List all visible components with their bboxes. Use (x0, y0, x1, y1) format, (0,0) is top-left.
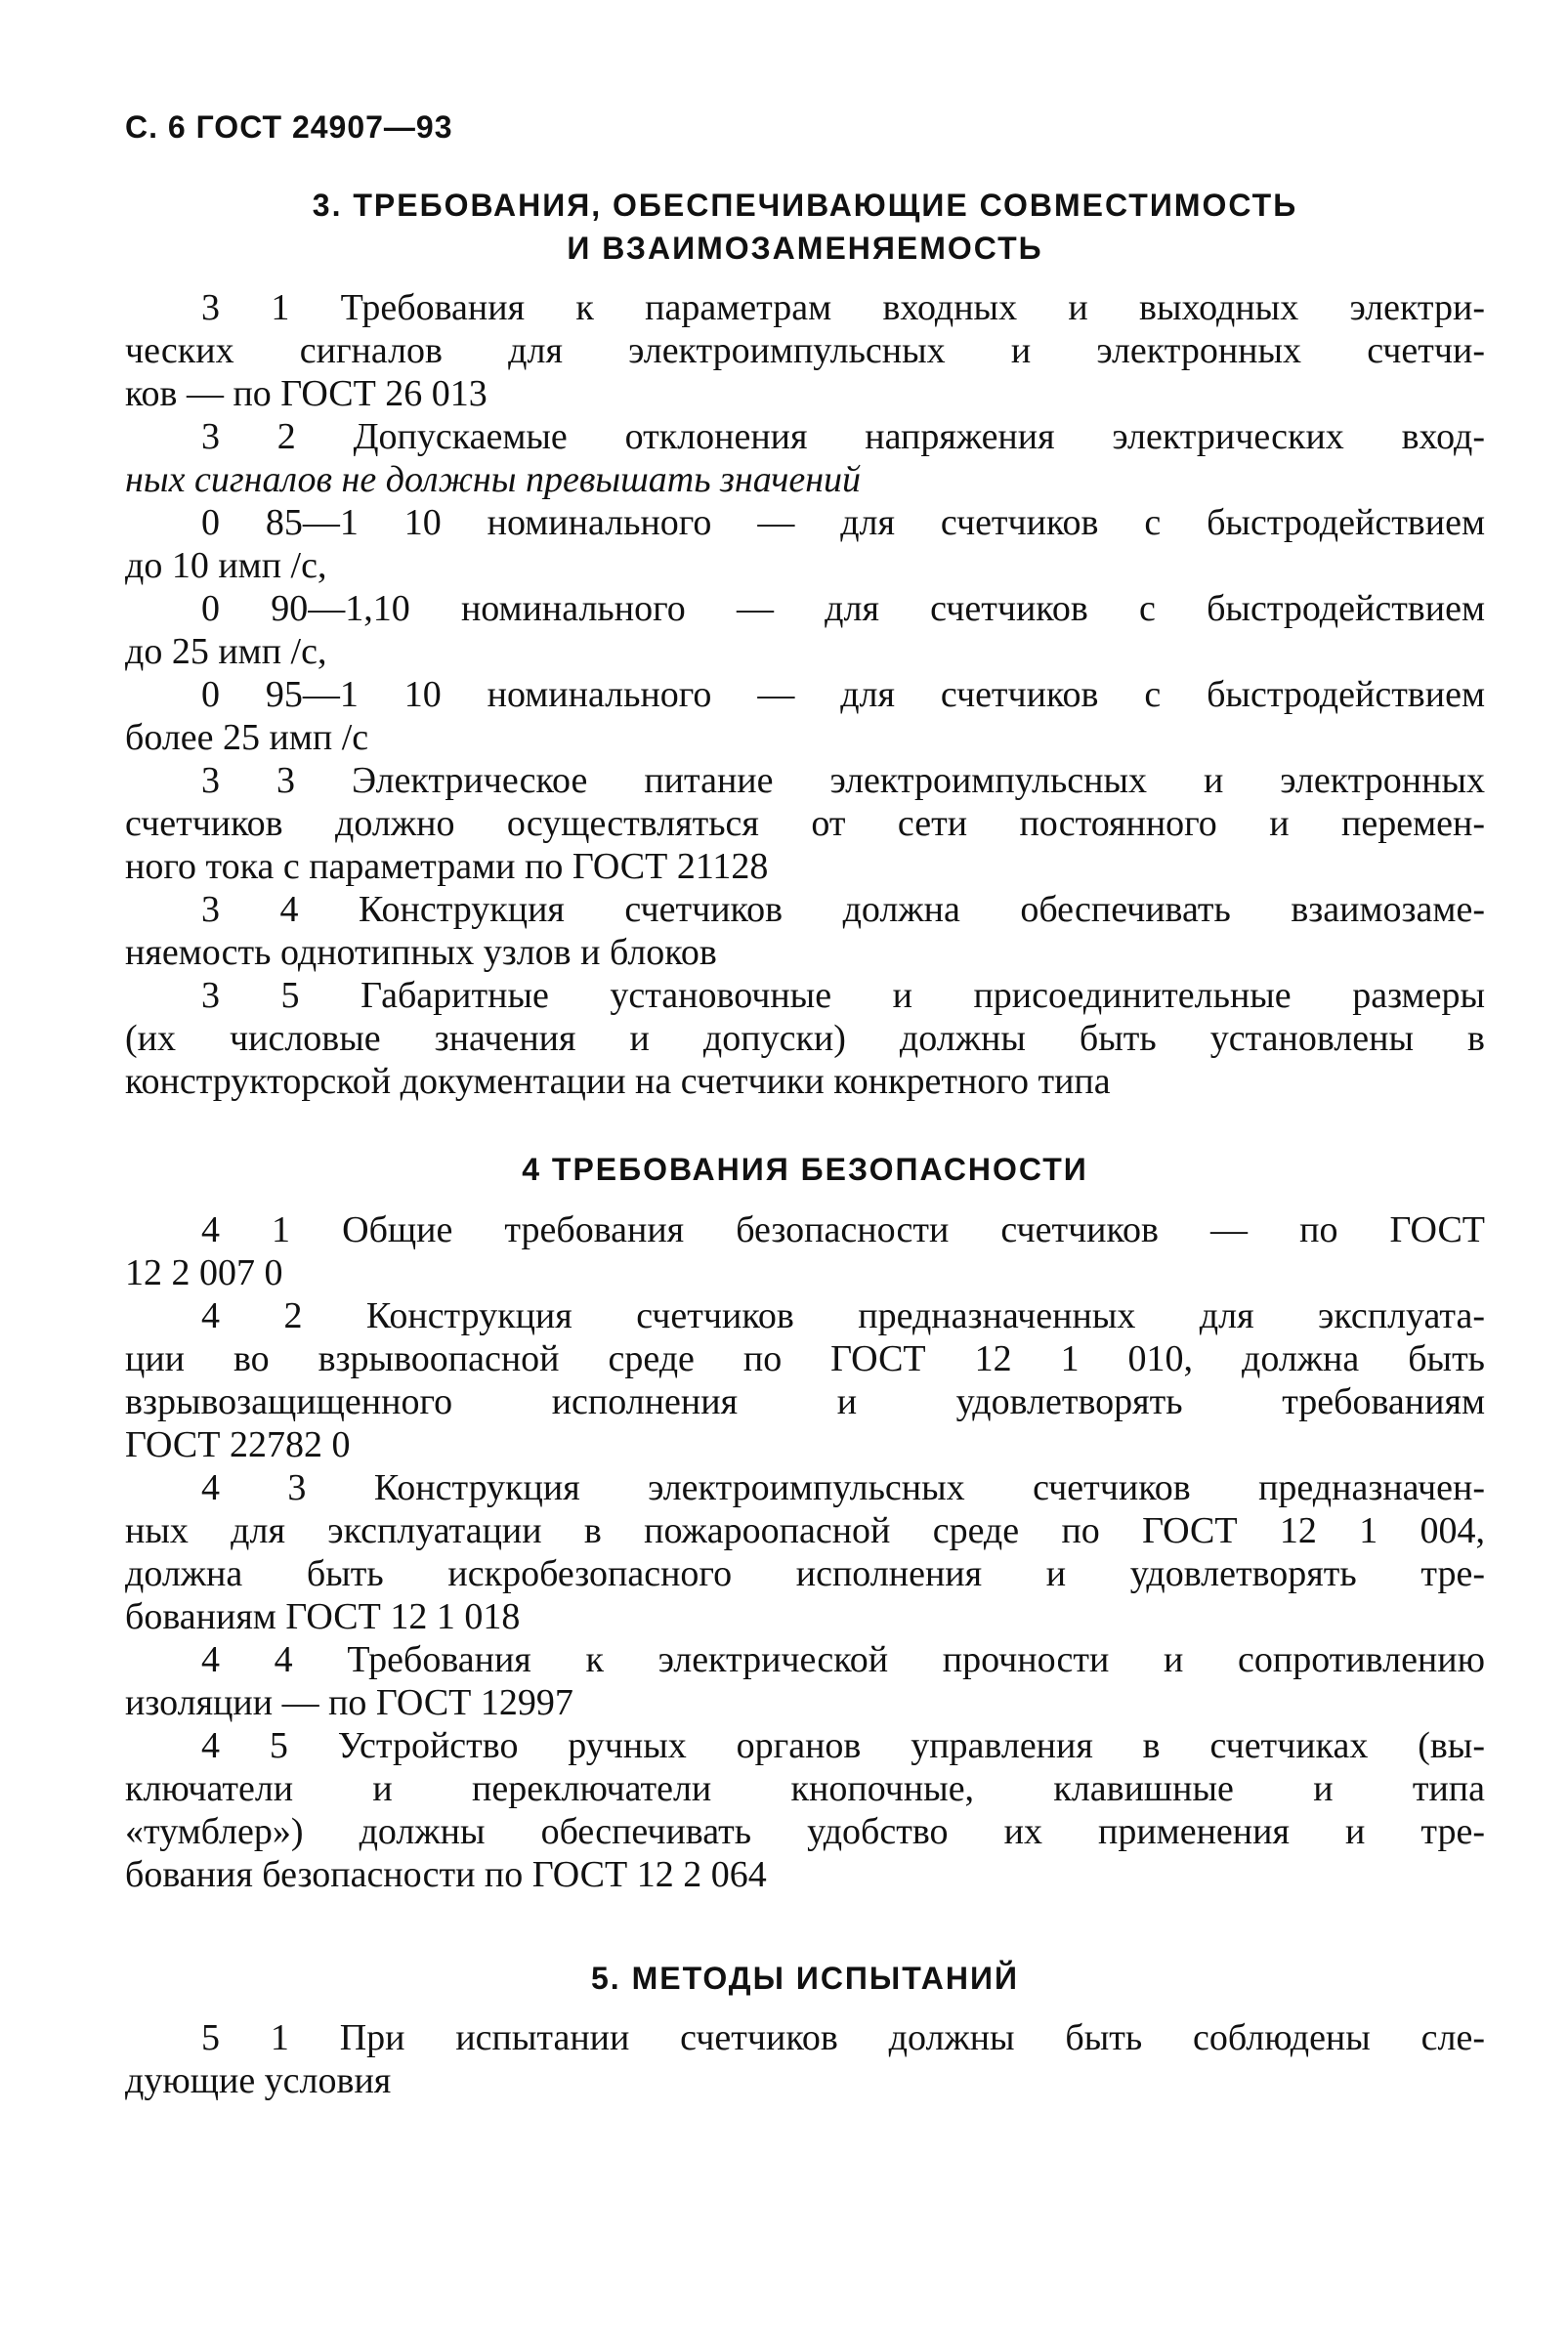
text-line: ключатели и переключатели кнопочные, клавишные и типа (125, 1768, 1485, 1809)
text-line: 4 3 Конструкция электроимпульсных счетчиков предназначен- (201, 1467, 1485, 1508)
text-line: 4 5 Устройство ручных органов управления в счетчиках (вы- (201, 1725, 1485, 1766)
section-3-title (125, 184, 1485, 270)
text-line: 3 2 Допускаемые отклонения напряжения электрических вход- (201, 416, 1485, 457)
text-line: (их числовые значения и допуски) должны быть установлены в (125, 1018, 1485, 1059)
text-line: 0 85—1 10 номинального — для счетчиков с быстродействием (201, 502, 1485, 543)
text-line: счетчиков должно осуществляться от сети постоянного и перемен- (125, 803, 1485, 844)
section-4-body (125, 1208, 1485, 1896)
section-title-line: И ВЗАИМОЗАМЕНЯЕМОСТЬ (567, 231, 1043, 266)
text-line: «тумблер») должны обеспечивать удобство их применения и тре- (125, 1811, 1485, 1852)
text-line: изоляции — по ГОСТ 12997 (125, 1682, 573, 1723)
text-line: бования безопасности по ГОСТ 12 2 064 (125, 1854, 767, 1895)
text-line: бованиям ГОСТ 12 1 018 (125, 1596, 521, 1637)
section-5-body (125, 2016, 1485, 2102)
text-line: взрывозащищенного исполнения и удовлетворять требованиям (125, 1381, 1485, 1422)
text-line: дующие условия (125, 2060, 392, 2101)
text-line: ции во взрывоопасной среде по ГОСТ 12 1 010, должна быть (125, 1338, 1485, 1379)
section-title-line: 3. ТРЕБОВАНИЯ, ОБЕСПЕЧИВАЮЩИЕ СОВМЕСТИМОСТЬ (312, 188, 1298, 223)
text-line: конструкторской документации на счетчики конкретного типа (125, 1061, 1111, 1102)
text-line: 0 90—1,10 номинального — для счетчиков с быстродействием (201, 588, 1485, 629)
page-header: С. 6 ГОСТ 24907—93 (125, 109, 453, 145)
text-line: 3 4 Конструкция счетчиков должна обеспечивать взаимозаме- (201, 889, 1485, 930)
text-line: 4 1 Общие требования безопасности счетчиков — по ГОСТ (201, 1209, 1485, 1250)
text-line: 3 3 Электрическое питание электроимпульсных и электронных (201, 760, 1485, 801)
text-line: 4 4 Требования к электрической прочности и сопротивлению (201, 1639, 1485, 1680)
text-line: 12 2 007 0 (125, 1252, 283, 1293)
section-5-title (125, 1957, 1485, 2000)
text-line: ков — по ГОСТ 26 013 (125, 373, 487, 414)
text-line: 3 1 Требования к параметрам входных и выходных электри- (201, 287, 1485, 328)
text-line: няемость однотипных узлов и блоков (125, 932, 717, 973)
section-4-title (125, 1148, 1485, 1191)
text-line: ных сигналов не должны превышать значений (125, 459, 862, 500)
text-line: 0 95—1 10 номинального — для счетчиков с быстродействием (201, 674, 1485, 715)
text-line: 5 1 При испытании счетчиков должны быть соблюдены сле- (201, 2017, 1485, 2058)
text-line: ческих сигналов для электроимпульсных и электронных счетчи- (125, 330, 1485, 371)
text-line: 3 5 Габаритные установочные и присоединительные размеры (201, 975, 1485, 1016)
text-line: 4 2 Конструкция счетчиков предназначенных для эксплуата- (201, 1295, 1485, 1336)
text-line: до 25 имп /с, (125, 631, 327, 672)
text-line: должна быть искробезопасного исполнения и удовлетворять тре- (125, 1553, 1485, 1594)
text-line: до 10 имп /с, (125, 545, 327, 586)
text-line: ных для эксплуатации в пожароопасной среде по ГОСТ 12 1 004, (125, 1510, 1485, 1551)
text-line: более 25 имп /с (125, 717, 369, 758)
section-3-body (125, 286, 1485, 1103)
section-title-line: 5. МЕТОДЫ ИСПЫТАНИЙ (591, 1961, 1019, 1996)
section-title-line: 4 ТРЕБОВАНИЯ БЕЗОПАСНОСТИ (522, 1152, 1088, 1187)
text-line: ного тока с параметрами по ГОСТ 21128 (125, 846, 769, 887)
text-line: ГОСТ 22782 0 (125, 1424, 351, 1465)
